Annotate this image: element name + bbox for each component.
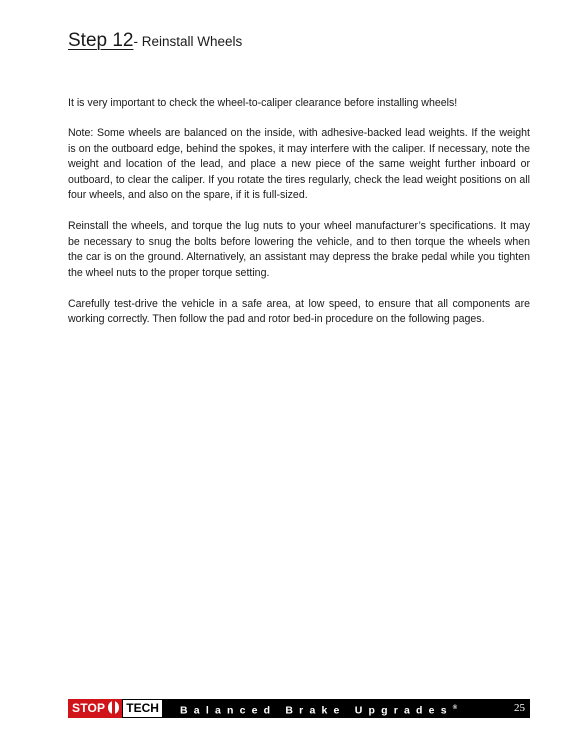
page-heading: [68, 30, 242, 52]
stoptech-logo: [68, 699, 163, 718]
page-footer: [68, 699, 530, 718]
paragraph-clearance-warning: It is very important to check the wheel-to-caliper clearance before installing wheels!: [68, 97, 458, 109]
paragraph-test-drive: Carefully test-drive the vehicle in a safe area, at low speed, to ensure that all components are working correctly. Then follow the pad and rotor bed-in procedure on the following pages.: [68, 298, 530, 326]
logo-disc-icon: [107, 699, 122, 718]
step-number: Step 12: [68, 30, 134, 51]
footer-tagline: [180, 699, 457, 718]
page-number: 25: [514, 702, 525, 714]
paragraph-wheel-weights-note: Note: Some wheels are balanced on the inside, with adhesive-backed lead weights. If the weight is on the outboard edge, behind the spokes, it may interfere with the caliper. If necessary, note the weight and location of the lead, and place a new piece of the same weight further inboard or outboard, to clear the caliper. If you rotate the tires regularly, check the lead weight positions on all four wheels, and also on the spare, if it is full-sized.: [68, 127, 530, 202]
trademark-symbol: ®: [452, 705, 458, 711]
instructions-body: [68, 96, 530, 344]
logo-stop-text: STOP: [68, 699, 107, 718]
tagline-text: Balanced Brake Upgrades: [180, 704, 453, 717]
step-title: - Reinstall Wheels: [133, 34, 243, 49]
logo-tech-text: TECH: [122, 699, 163, 718]
paragraph-reinstall-wheels: Reinstall the wheels, and torque the lug nuts to your wheel manufacturer’s specifications. It may be necessary to snug the bolts before lowering the vehicle, and to then torque the wheels when the car is on the ground. Alternatively, an assistant may depress the brake pedal while you tighten the wheel nuts to the proper torque setting.: [68, 220, 530, 279]
